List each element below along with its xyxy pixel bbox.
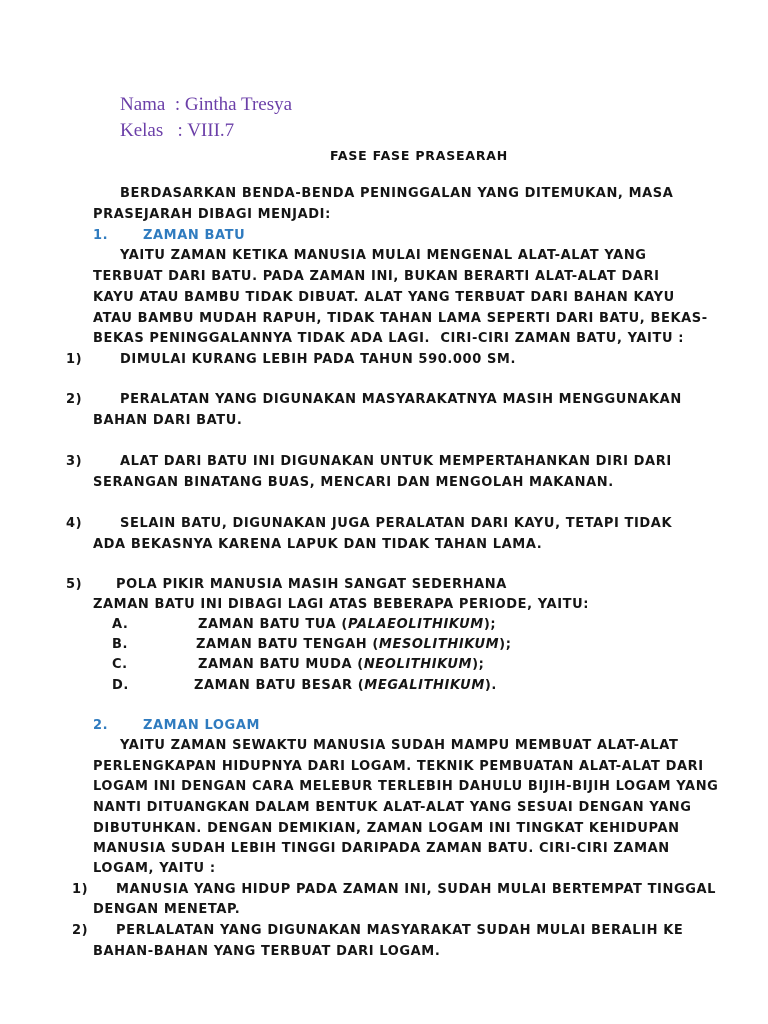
- paragraph-line: PERLENGKAPAN HIDUPNYA DARI LOGAM. TEKNIK PEMBUATAN ALAT-ALAT DARI: [93, 759, 704, 774]
- period-term: MEGALITHIKUM: [364, 678, 485, 693]
- list-number: 1): [66, 352, 83, 367]
- kelas-line: Kelas : VIII.7: [120, 120, 235, 141]
- list-item: POLA PIKIR MANUSIA MASIH SANGAT SEDERHANA: [116, 577, 507, 592]
- nama-value: Gintha Tresya: [184, 94, 293, 115]
- paragraph-line: LOGAM INI DENGAN CARA MELEBUR TERLEBIH DAHULU BIJIH-BIJIH LOGAM YANG: [93, 779, 719, 794]
- nama-label: Nama: [120, 94, 166, 115]
- list-item: BAHAN-BAHAN YANG TERBUAT DARI LOGAM.: [93, 944, 441, 959]
- list-number: 2): [72, 923, 89, 938]
- paragraph-line: BEKAS PENINGGALANNYA TIDAK ADA LAGI. CIRI-CIRI ZAMAN BATU, YAITU :: [93, 331, 685, 346]
- list-item: PERALATAN YANG DIGUNAKAN MASYARAKATNYA MASIH MENGGUNAKAN: [120, 392, 682, 407]
- paragraph-line: LOGAM, YAITU :: [93, 861, 216, 876]
- paragraph-line: YAITU ZAMAN SEWAKTU MANUSIA SUDAH MAMPU MEMBUAT ALAT-ALAT: [120, 738, 679, 753]
- list-item: BAHAN DARI BATU.: [93, 413, 243, 428]
- list-number: 1): [72, 882, 89, 897]
- period-letter: A.: [112, 617, 129, 632]
- kelas-label: Kelas: [120, 120, 164, 141]
- periods-intro: ZAMAN BATU INI DIBAGI LAGI ATAS BEBERAPA PERIODE, YAITU:: [93, 597, 590, 612]
- intro-line: BERDASARKAN BENDA-BENDA PENINGGALAN YANG DITEMUKAN, MASA: [120, 186, 674, 201]
- paragraph-line: YAITU ZAMAN KETIKA MANUSIA MULAI MENGENAL ALAT-ALAT YANG: [120, 248, 647, 263]
- nama-line: Nama : Gintha Tresya: [120, 94, 293, 115]
- list-item: DIMULAI KURANG LEBIH PADA TAHUN 590.000 SM.: [120, 352, 517, 367]
- list-number: 4): [66, 516, 83, 531]
- paragraph-line: MANUSIA SUDAH LEBIH TINGGI DARIPADA ZAMAN BATU. CIRI-CIRI ZAMAN: [93, 841, 670, 856]
- intro-line: PRASEJARAH DIBAGI MENJADI:: [93, 207, 331, 222]
- section-heading: ZAMAN LOGAM: [143, 718, 261, 733]
- section-heading: ZAMAN BATU: [143, 228, 246, 243]
- period-letter: C.: [112, 657, 128, 672]
- paragraph-line: KAYU ATAU BAMBU TIDAK DIBUAT. ALAT YANG TERBUAT DARI BAHAN KAYU: [93, 290, 675, 305]
- period-item: ZAMAN BATU MUDA (NEOLITHIKUM);: [198, 657, 485, 672]
- paragraph-line: NANTI DITUANGKAN DALAM BENTUK ALAT-ALAT YANG SESUAI DENGAN YANG: [93, 800, 692, 815]
- period-item: ZAMAN BATU BESAR (MEGALITHIKUM).: [194, 678, 497, 693]
- list-item: ALAT DARI BATU INI DIGUNAKAN UNTUK MEMPERTAHANKAN DIRI DARI: [120, 454, 672, 469]
- document-title: FASE FASE PRASEARAH: [330, 148, 508, 163]
- list-item: SERANGAN BINATANG BUAS, MENCARI DAN MENGOLAH MAKANAN.: [93, 475, 614, 490]
- list-item: ADA BEKASNYA KARENA LAPUK DAN TIDAK TAHAN LAMA.: [93, 537, 543, 552]
- period-item: ZAMAN BATU TUA (PALAEOLITHIKUM);: [198, 617, 497, 632]
- paragraph-line: ATAU BAMBU MUDAH RAPUH, TIDAK TAHAN LAMA SEPERTI DARI BATU, BEKAS-: [93, 311, 708, 326]
- kelas-value: VIII.7: [187, 120, 235, 141]
- period-item: ZAMAN BATU TENGAH (MESOLITHIKUM);: [196, 637, 512, 652]
- list-item: DENGAN MENETAP.: [93, 902, 241, 917]
- period-term: MESOLITHIKUM: [378, 637, 500, 652]
- list-number: 5): [66, 577, 83, 592]
- section-number: 1.: [93, 228, 109, 243]
- list-item: SELAIN BATU, DIGUNAKAN JUGA PERALATAN DARI KAYU, TETAPI TIDAK: [120, 516, 673, 531]
- period-term: PALAEOLITHIKUM: [347, 617, 484, 632]
- list-number: 3): [66, 454, 83, 469]
- period-term: NEOLITHIKUM: [363, 657, 473, 672]
- list-item: PERLALATAN YANG DIGUNAKAN MASYARAKAT SUDAH MULAI BERALIH KE: [116, 923, 684, 938]
- period-letter: D.: [112, 678, 129, 693]
- section-number: 2.: [93, 718, 109, 733]
- list-item: MANUSIA YANG HIDUP PADA ZAMAN INI, SUDAH MULAI BERTEMPAT TINGGAL: [116, 882, 717, 897]
- period-letter: B.: [112, 637, 129, 652]
- paragraph-line: DIBUTUHKAN. DENGAN DEMIKIAN, ZAMAN LOGAM INI TINGKAT KEHIDUPAN: [93, 821, 680, 836]
- list-number: 2): [66, 392, 83, 407]
- paragraph-line: TERBUAT DARI BATU. PADA ZAMAN INI, BUKAN BERARTI ALAT-ALAT DARI: [93, 269, 660, 284]
